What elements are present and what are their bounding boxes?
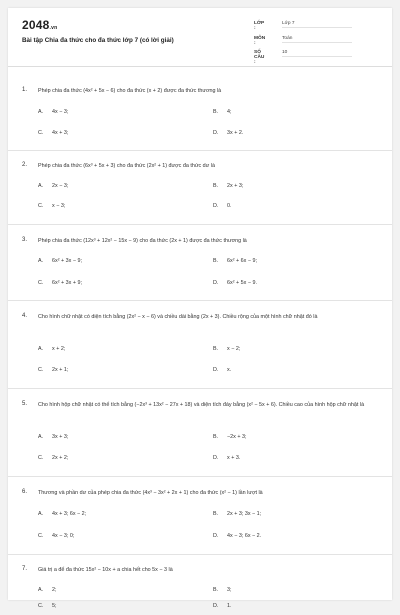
- document-page: [8, 8, 392, 609]
- option-c[interactable]: [38, 130, 68, 136]
- option-text: 3;: [227, 587, 232, 593]
- question-5: [8, 388, 392, 473]
- logo-text: 2048: [22, 18, 50, 32]
- option-text: x − 3;: [52, 203, 66, 209]
- option-c[interactable]: [38, 533, 74, 539]
- question-text: Giá trị a để đa thức 15x² − 10x + a chia hết cho 5x − 3 là: [38, 567, 173, 573]
- option-a[interactable]: [38, 109, 68, 115]
- option-c[interactable]: [38, 455, 68, 461]
- option-d[interactable]: [213, 130, 243, 136]
- meta-class-value: Lớp 7: [282, 21, 352, 28]
- option-label: A.: [38, 346, 44, 352]
- option-label: B.: [213, 183, 219, 189]
- question-1: [8, 66, 392, 146]
- option-text: 4x − 3; 6x − 2.: [227, 533, 262, 539]
- question-4: [8, 300, 392, 385]
- option-label: A.: [38, 587, 44, 593]
- option-a[interactable]: [38, 346, 65, 352]
- option-label: D.: [213, 280, 219, 286]
- question-text: Cho hình hộp chữ nhật có thể tích bằng (−2x³ + 13x² − 27x + 18) và diện tích đáy bằng (x² − 5x + 6). Chiều cao của hình hộp chữ nhật là: [38, 402, 365, 408]
- option-text: 2x + 3;: [227, 183, 244, 189]
- option-text: 4x − 3;: [52, 109, 69, 115]
- option-text: x + 2;: [52, 346, 66, 352]
- option-b[interactable]: [213, 346, 240, 352]
- option-text: x + 3.: [227, 455, 241, 461]
- option-b[interactable]: [213, 183, 243, 189]
- question-text: Phép chia đa thức (4x² + 5x − 6) cho đa thức (x + 2) được đa thức thương là: [38, 88, 222, 94]
- option-text: 2x − 3;: [52, 183, 69, 189]
- option-c[interactable]: [38, 603, 57, 609]
- option-text: 6x² + 5x − 9.: [227, 280, 257, 286]
- option-text: 4;: [227, 109, 232, 115]
- question-text: Cho hình chữ nhật có diện tích bằng (2x² − x − 6) và chiều dài bằng (2x + 3). Chiều rộng của một hình chữ nhật đó là: [38, 314, 318, 320]
- option-text: −2x + 3;: [227, 434, 247, 440]
- option-label: A.: [38, 434, 44, 440]
- option-label: B.: [213, 346, 219, 352]
- option-text: 2x + 3; 3x − 1;: [227, 511, 262, 517]
- option-b[interactable]: [213, 587, 232, 593]
- option-label: D.: [213, 367, 219, 373]
- option-text: 4x + 3;: [52, 130, 69, 136]
- question-text: Phép chia đa thức (12x³ + 12x² − 15x − 9) cho đa thức (2x + 1) được đa thức thương là: [38, 238, 247, 244]
- option-d[interactable]: [213, 603, 232, 609]
- option-label: B.: [213, 109, 219, 115]
- question-6: [8, 476, 392, 551]
- question-number: 5.: [22, 401, 28, 407]
- option-label: D.: [213, 130, 219, 136]
- option-label: A.: [38, 511, 44, 517]
- question-7: [8, 554, 392, 615]
- option-d[interactable]: [213, 533, 261, 539]
- option-text: 2;: [52, 587, 57, 593]
- option-text: 4x − 3; 0;: [52, 533, 75, 539]
- option-c[interactable]: [38, 280, 82, 286]
- option-a[interactable]: [38, 258, 82, 264]
- meta-count-value: 10: [282, 50, 352, 57]
- option-text: x.: [227, 367, 232, 373]
- option-label: D.: [213, 203, 219, 209]
- option-d[interactable]: [213, 280, 257, 286]
- meta-subject-label: MÔN :: [254, 36, 266, 46]
- question-number: 2.: [22, 162, 28, 168]
- option-a[interactable]: [38, 183, 68, 189]
- option-text: 6x² + 3x − 9;: [52, 258, 82, 264]
- option-label: C.: [38, 367, 44, 373]
- option-text: 0.: [227, 203, 232, 209]
- option-label: B.: [213, 587, 219, 593]
- document-title: Bài tập Chia đa thức cho đa thức lớp 7 (có lời giải): [22, 37, 174, 44]
- option-label: C.: [38, 533, 44, 539]
- meta-subject-value: Toán: [282, 36, 352, 43]
- option-label: C.: [38, 603, 44, 609]
- option-label: C.: [38, 455, 44, 461]
- option-b[interactable]: [213, 434, 246, 440]
- option-label: B.: [213, 511, 219, 517]
- meta-class-label: LỚP :: [254, 21, 265, 31]
- question-number: 4.: [22, 313, 28, 319]
- option-label: C.: [38, 130, 44, 136]
- option-label: A.: [38, 258, 44, 264]
- question-text: Thương và phần dư của phép chia đa thức (4x³ − 3x² + 2x + 1) cho đa thức (x² − 1) lần lượt là: [38, 490, 263, 496]
- option-label: B.: [213, 434, 219, 440]
- question-number: 6.: [22, 489, 28, 495]
- option-d[interactable]: [213, 455, 240, 461]
- option-text: 6x² + 3x + 9;: [52, 280, 82, 286]
- option-b[interactable]: [213, 258, 257, 264]
- option-label: D.: [213, 603, 219, 609]
- question-text: Phép chia đa thức (6x³ + 5x + 3) cho đa thức (2x² + 1) được đa thức dư là: [38, 163, 215, 169]
- site-logo[interactable]: [22, 18, 57, 32]
- option-text: 2x + 1;: [52, 367, 69, 373]
- option-text: 3x + 3;: [52, 434, 69, 440]
- option-label: C.: [38, 280, 44, 286]
- option-b[interactable]: [213, 109, 232, 115]
- question-2: [8, 150, 392, 221]
- option-d[interactable]: [213, 367, 231, 373]
- question-number: 1.: [22, 87, 28, 93]
- option-text: 2x + 2;: [52, 455, 69, 461]
- option-a[interactable]: [38, 434, 68, 440]
- option-text: 5;: [52, 603, 57, 609]
- option-label: A.: [38, 109, 44, 115]
- question-3: [8, 224, 392, 297]
- question-number: 3.: [22, 237, 28, 243]
- logo-suffix: .vn: [49, 25, 58, 31]
- option-c[interactable]: [38, 367, 68, 373]
- option-label: A.: [38, 183, 44, 189]
- option-text: 4x + 3; 6x − 2;: [52, 511, 87, 517]
- option-b[interactable]: [213, 511, 261, 517]
- option-text: 3x + 2.: [227, 130, 244, 136]
- option-c[interactable]: [38, 203, 65, 209]
- option-label: D.: [213, 455, 219, 461]
- option-label: B.: [213, 258, 219, 264]
- option-label: D.: [213, 533, 219, 539]
- option-a[interactable]: [38, 511, 86, 517]
- option-text: 6x² + 6x − 9;: [227, 258, 257, 264]
- question-number: 7.: [22, 566, 28, 572]
- document-header: [8, 8, 392, 67]
- option-text: 1.: [227, 603, 232, 609]
- option-d[interactable]: [213, 203, 232, 209]
- option-label: C.: [38, 203, 44, 209]
- option-a[interactable]: [38, 587, 57, 593]
- option-text: x − 2;: [227, 346, 241, 352]
- meta-count-label: SỐ CÂU :: [254, 50, 265, 65]
